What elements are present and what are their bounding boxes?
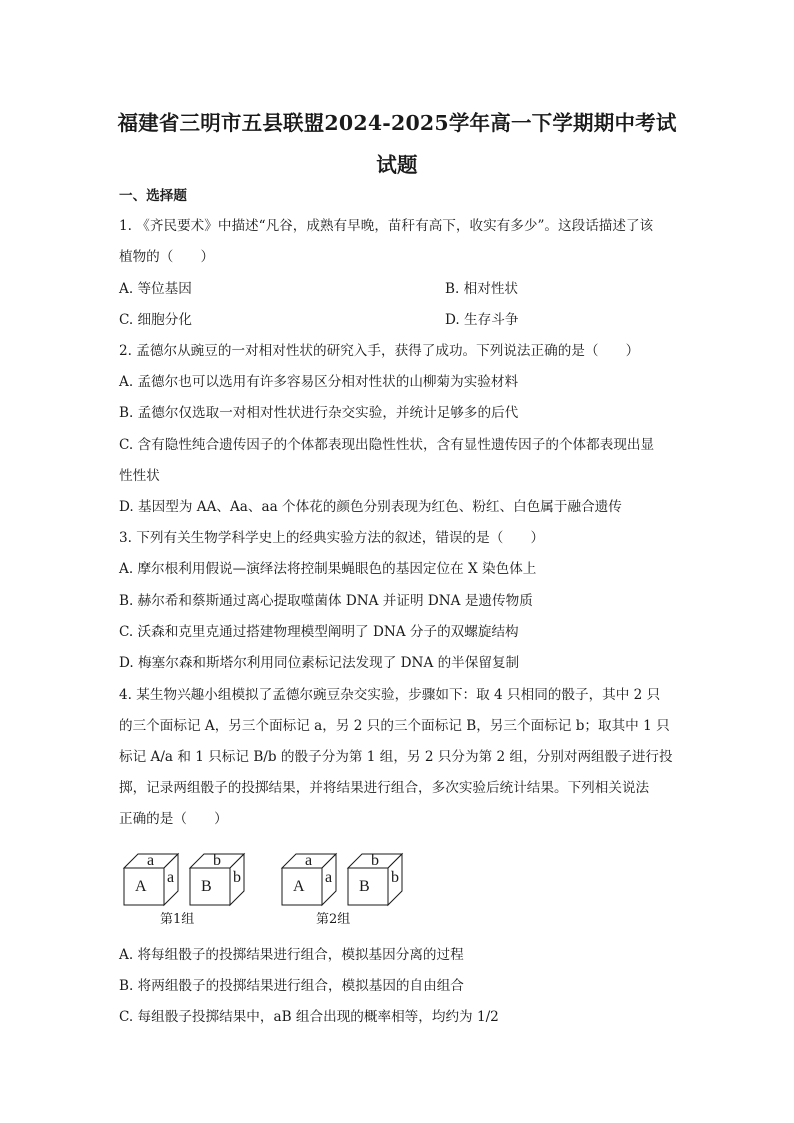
q4-stem-line4: 掷，记录两组骰子的投掷结果，并将结果进行组合，多次实验后统计结果。下列相关说法 [119,780,650,796]
q3-option-a: A. 摩尔根利用假说—演绎法将控制果蝇眼色的基因定位在 X 染色体上 [119,561,537,577]
q4-option-b: B. 将两组骰子的投掷结果进行组合，模拟基因的自由组合 [119,978,464,994]
die-2-front-label: B [201,878,212,895]
q4-stem-line5: 正确的是（ ） [119,811,228,827]
die-2-top-label: b [213,852,221,869]
die-1-side-label: a [167,869,175,886]
group1-label: 第1组 [160,912,195,927]
q1-stem-line2: 植物的（ ） [119,249,215,265]
q3-option-c: C. 沃森和克里克通过搭建物理模型阐明了 DNA 分子的双螺旋结构 [119,624,519,640]
die-3-top-label: a [305,852,313,869]
q1-option-a: A. 等位基因 [119,281,192,297]
page-title-line2: 试题 [376,153,418,177]
die-1-front-label: A [135,878,147,895]
q2-stem: 2. 孟德尔从豌豆的一对相对性状的研究入手，获得了成功。下列说法正确的是（ ） [119,343,640,359]
q1-option-d: D. 生存斗争 [445,312,519,328]
q2-option-c-line2: 性性状 [119,468,160,484]
dice-figure [120,838,420,930]
q3-stem: 3. 下列有关生物学科学史上的经典实验方法的叙述，错误的是（ ） [119,530,545,546]
q2-option-c-line1: C. 含有隐性纯合遗传因子的个体都表现出隐性性状，含有显性遗传因子的个体都表现出显 [119,437,655,453]
q3-option-d: D. 梅塞尔森和斯塔尔利用同位素标记法发现了 DNA 的半保留复制 [119,655,520,671]
q1-option-c: C. 细胞分化 [119,312,192,328]
page-title-line1: 福建省三明市五县联盟2024-2025学年高一下学期期中考试 [117,111,677,135]
q4-option-a: A. 将每组骰子的投掷结果进行组合，模拟基因分离的过程 [119,947,464,963]
group2-label: 第2组 [316,912,351,927]
die-3-front-label: A [293,878,305,895]
section-heading: 一、选择题 [119,188,187,204]
q2-option-b: B. 孟德尔仅选取一对相对性状进行杂交实验，并统计足够多的后代 [119,405,519,421]
q1-option-b: B. 相对性状 [445,281,519,297]
q2-option-d: D. 基因型为 AA、Aa、aa 个体花的颜色分别表现为红色、粉红、白色属于融合遗传 [119,499,622,515]
q3-option-b: B. 赫尔希和蔡斯通过离心提取噬菌体 DNA 并证明 DNA 是遗传物质 [119,593,533,609]
die-4-side-label: b [391,869,399,886]
q1-stem-line1: 1. 《齐民要术》中描述“凡谷，成熟有早晚，苗秆有高下，收实有多少”。这段话描述了该 [119,218,654,234]
dice-figure-svg [120,838,420,930]
die-4-front-label: B [359,878,370,895]
q4-option-c: C. 每组骰子投掷结果中，aB 组合出现的概率相等，均约为 1/2 [119,1009,499,1025]
die-1-top-label: a [147,852,155,869]
q4-stem-line3: 标记 A/a 和 1 只标记 B/b 的骰子分为第 1 组，另 2 只分为第 2 组，分别对两组骰子进行投 [119,749,673,765]
q4-stem-line2: 的三个面标记 A，另三个面标记 a，另 2 只的三个面标记 B，另三个面标记 b；取其中 1 只 [119,718,670,734]
q2-option-a: A. 孟德尔也可以选用有许多容易区分相对性状的山柳菊为实验材料 [119,374,519,390]
q4-stem-line1: 4. 某生物兴趣小组模拟了孟德尔豌豆杂交实验，步骤如下：取 4 只相同的骰子，其中 2 只 [119,687,661,703]
die-4-top-label: b [371,852,379,869]
die-2-side-label: b [233,869,241,886]
die-3-side-label: a [325,869,333,886]
